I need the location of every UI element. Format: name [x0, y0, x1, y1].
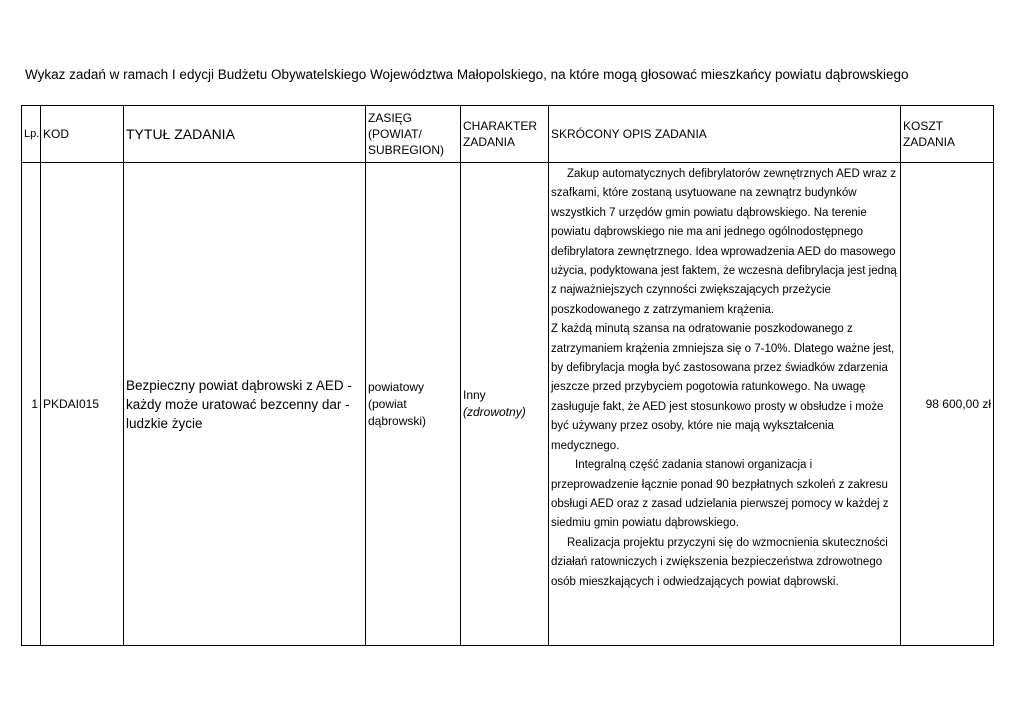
- cell-kod: PKDAI015: [41, 163, 124, 646]
- description-paragraph: Realizacja projektu przyczyni się do wzmocnienia skuteczności działań ratowniczych i zwiększenia bezpieczeństwa zdrowotnego osób mieszkających i odwiedzających powiat dąbrowski.: [551, 536, 888, 588]
- header-lp: Lp.: [22, 106, 41, 163]
- tasks-table: [21, 105, 994, 646]
- header-scope: ZASIĘG (POWIAT/ SUBREGION): [366, 106, 461, 163]
- cell-title: Bezpieczny powiat dąbrowski z AED - każdy może uratować bezcenny dar - ludzkie życie: [124, 163, 366, 646]
- cell-lp: 1: [22, 163, 41, 646]
- header-title: TYTUŁ ZADANIA: [124, 106, 366, 163]
- character-main: Inny: [463, 388, 486, 402]
- header-character: CHARAKTER ZADANIA: [461, 106, 549, 163]
- description-paragraph: Zakup automatycznych defibrylatorów zewnętrznych AED wraz z szafkami, które zostaną usytuowane na zewnątrz budynków wszystkich 7 urzędów gmin powiatu dąbrowskiego. Na terenie powiatu dąbrowskiego nie ma ani jednego ogólnodostępnego defibrylatora zewnętrznego. Idea wprowadzenia AED do masowego użycia, podyktowana jest faktem, że wczesna defibrylacja jest jedną z najważniejszych czynności zwiększających przeżycie poszkodowanego z zatrzymaniem krążenia.: [551, 168, 897, 316]
- cell-cost: 98 600,00 zł: [901, 163, 994, 646]
- table-row: [22, 163, 994, 646]
- cell-scope: powiatowy (powiat dąbrowski): [366, 163, 461, 646]
- description-paragraph: Z każdą minutą szansa na odratowanie poszkodowanego z zatrzymaniem krążenia zmniejsza się o 7-10%. Dlatego ważne jest, by defibrylacja mogła być zastosowana przez świadków zdarzenia jeszcze przed przybyciem pogotowia ratunkowego. Na uwagę zasługuje fakt, że AED jest stosunkowo prosty w obsłudze i może być używany przez osoby, które nie mają wykształcenia medycznego.: [551, 323, 895, 452]
- header-description: SKRÓCONY OPIS ZADANIA: [549, 106, 901, 163]
- character-sub: (zdrowotny): [463, 405, 526, 419]
- cell-character: [461, 163, 549, 646]
- cell-description: [549, 163, 901, 646]
- header-kod: KOD: [41, 106, 124, 163]
- page-title: Wykaz zadań w ramach I edycji Budżetu Obywatelskiego Województwa Małopolskiego, na które mogą głosować mieszkańcy powiatu dąbrowskiego: [25, 67, 909, 82]
- table-header-row: [22, 106, 994, 163]
- description-paragraph: Integralną część zadania stanowi organizacja i przeprowadzenie łącznie ponad 90 bezpłatnych szkoleń z zakresu obsługi AED oraz z zasad udzielania pierwszej pomocy w każdej z siedmiu gmin powiatu dąbrowskiego.: [551, 459, 889, 530]
- header-cost: KOSZT ZADANIA: [901, 106, 994, 163]
